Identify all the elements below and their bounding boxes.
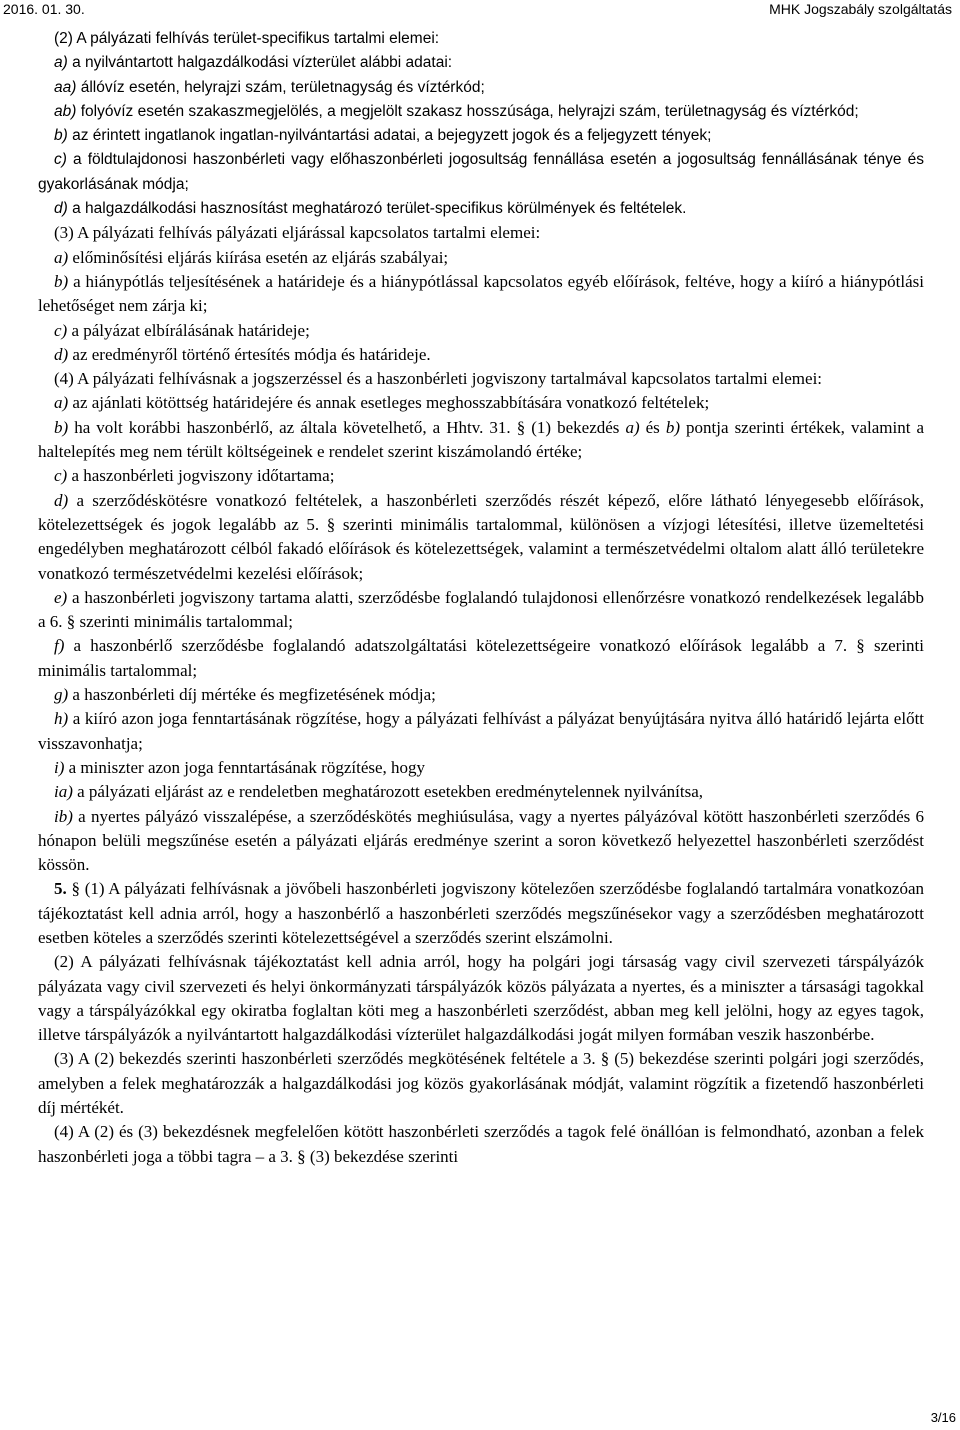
- point-marker: g): [54, 685, 69, 705]
- section-number: 5.: [54, 879, 67, 899]
- point-marker: c): [54, 151, 67, 169]
- paragraph: (3) A pályázati felhívás pályázati eljárással kapcsolatos tartalmi elemei:: [54, 223, 541, 243]
- page-number: 3/16: [930, 1410, 956, 1425]
- point-marker: ia): [54, 782, 73, 802]
- paragraph: b) a hiánypótlás teljesítésének a határideje és a hiánypótlással kapcsolatos egyéb előírások, feltéve, hogy a kiíró a hiánypótlási lehetőséget nem zárja ki;: [38, 271, 925, 316]
- paragraph: (2) A pályázati felhívásnak tájékoztatást kell adnia arról, hogy ha polgári jogi társaság vagy civil szervezeti társpályázók pályázata vagy civil szervezeti és helyi önkormányzati társpályázók közös pályázata a nyertes, és a miniszter a társasági tagokkal vagy a társpályázókkal egy okiratba foglaltan köti meg a haszonbérleti szerződést, abban meg kell jelölni, hogy az egyes tagok, illetve társpályázók a nyilvántartott halgazdálkodási vízterület halgazdálkodási jogát milyen formában veszik haszonbérbe.: [38, 952, 924, 1045]
- point-marker: f): [54, 636, 65, 656]
- paragraph: e) a haszonbérleti jogviszony tartama alatti, szerződésbe foglalandó tulajdonosi ellenőrzésre vonatkozó rendelkezések legalább a 6. § szerinti minimális tartalommal;: [38, 587, 925, 632]
- paragraph: a) a nyilvántartott halgazdálkodási vízterület alábbi adatai:: [54, 54, 453, 72]
- point-marker: b): [54, 271, 69, 291]
- point-marker: a): [625, 417, 640, 437]
- document-body: [38, 27, 924, 1169]
- point-marker: d): [54, 344, 69, 364]
- point-marker: a): [54, 54, 68, 72]
- paragraph: ab) folyóvíz esetén szakaszmegjelölés, a megjelölt szakasz hosszúsága, helyrajzi szám, területnagyság és víztérkód;: [54, 102, 859, 120]
- point-marker: d): [54, 490, 69, 510]
- point-marker: h): [54, 709, 69, 729]
- paragraph: f) a haszonbérlő szerződésbe foglalandó adatszolgáltatási kötelezettségeire vonatkozó előírások legalább a 7. § szerinti minimális tartalommal;: [38, 636, 924, 680]
- paragraph: c) a pályázat elbírálásának határideje;: [54, 320, 310, 340]
- point-marker: d): [54, 200, 68, 218]
- point-marker: e): [54, 587, 68, 607]
- point-marker: ab): [54, 102, 77, 120]
- paragraph: a) az ajánlati kötöttség határidejére és annak esetleges meghosszabbítására vonatkozó feltételek;: [54, 393, 710, 413]
- point-marker: a): [54, 393, 69, 413]
- point-marker: i): [54, 757, 65, 777]
- paragraph: b) ha volt korábbi haszonbérlő, az általa követelhető, a Hhtv. 31. § (1) bekezdés a) és b) pontja szerinti értékek, valamint a haltelepítés meg nem térült költségeinek e rendelet szerint kiszámolandó értéke;: [38, 417, 924, 462]
- point-marker: c): [54, 466, 68, 486]
- paragraph: ib) a nyertes pályázó visszalépése, a szerződéskötés meghiúsulása, vagy a nyertes pályázóval kötött haszonbérleti szerződés 6 hónapon belüli megszűnése esetén a pályázati eljárás eredménye szerint a soron következő helyezettel haszonbérleti szerződést kössön.: [38, 806, 924, 875]
- source-title: MHK Jogszabály szolgáltatás: [769, 1, 952, 17]
- paragraph: h) a kiíró azon joga fenntartásának rögzítése, hogy a pályázati felhívást a pályázat benyújtására nyitva álló határidő lejárta előtt visszavonhatja;: [38, 709, 925, 753]
- paragraph: (2) A pályázati felhívás terület-specifikus tartalmi elemei:: [54, 30, 440, 47]
- paragraph: a) előminősítési eljárás kiírása esetén az eljárás szabályai;: [54, 247, 449, 267]
- point-marker: c): [54, 320, 68, 340]
- paragraph: 5. § (1) A pályázati felhívásnak a jövőbeli haszonbérleti jogviszony kötelezően szerződésbe foglalandó tartalmára vonatkozóan tájékoztatást kell adnia arról, hogy a haszonbérlő a haszonbérleti szerződés megszűnésekor vagy a szerződésben meghatározott esetben köteles a szerződés szerinti kötelezettségével a szerződés szerint elszámolni.: [38, 879, 924, 947]
- point-marker: b): [54, 127, 68, 145]
- paragraph: g) a haszonbérleti díj mértéke és megfizetésének módja;: [54, 685, 436, 705]
- page-header: [0, 0, 960, 22]
- point-marker: b): [665, 417, 681, 437]
- paragraph: (4) A pályázati felhívásnak a jogszerzéssel és a haszonbérleti jogviszony tartalmával kapcsolatos tartalmi elemei:: [54, 369, 823, 389]
- paragraph: i) a miniszter azon joga fenntartásának rögzítése, hogy: [54, 757, 426, 777]
- paragraph: (4) A (2) és (3) bekezdésnek megfelelően kötött haszonbérleti szerződés a tagok felé önállóan is felmondható, azonban a felek haszonbérleti joga a többi tagra – a 3. § (3) bekezdése szerinti: [38, 1122, 924, 1166]
- paragraph: d) a halgazdálkodási hasznosítást meghatározó terület-specifikus körülmények és feltételek.: [54, 200, 687, 218]
- paragraph: d) a szerződéskötésre vonatkozó feltételek, a haszonbérleti szerződés részét képező, előre látható lényegesebb előírások, kötelezettségek és jogok legalább az 5. § szerinti minimális tartalommal, különösen a vízjogi létesítési, illetve üzemeltetési engedélyben meghatározott célból fakadó előírások és kötelezettségek, valamint a természetvédelmi oltalom alatt álló területekre vonatkozó természetvédelmi kezelési előírások;: [38, 490, 925, 583]
- point-marker: aa): [54, 78, 77, 96]
- point-marker: ib): [54, 806, 73, 826]
- paragraph: ia) a pályázati eljárást az e rendeletben meghatározott esetekben eredménytelennek nyilvánítsa,: [54, 782, 704, 802]
- point-marker: a): [54, 247, 69, 267]
- print-date: 2016. 01. 30.: [3, 1, 85, 17]
- paragraph: c) a haszonbérleti jogviszony időtartama;: [54, 466, 335, 486]
- paragraph: b) az érintett ingatlanok ingatlan-nyilvántartási adatai, a bejegyzett jogok és a feljegyzett tények;: [54, 127, 712, 145]
- paragraph: d) az eredményről történő értesítés módja és határideje.: [54, 344, 431, 364]
- point-marker: b): [54, 417, 69, 437]
- paragraph: (3) A (2) bekezdés szerinti haszonbérleti szerződés megkötésének feltétele a 3. § (5) bekezdése szerinti polgári jogi szerződés, amelyben a felek meghatározzák a halgazdálkodási jog közös gyakorlásának módját, valamint rögzítik a fizetendő haszonbérleti díj mértékét.: [38, 1049, 924, 1118]
- paragraph: c) a földtulajdonosi haszonbérleti vagy előhaszonbérleti jogosultság fennállása esetén a jogosultság fennállásának ténye és gyakorlásának módja;: [38, 151, 924, 193]
- paragraph: aa) állóvíz esetén, helyrajzi szám, területnagyság és víztérkód;: [54, 78, 485, 96]
